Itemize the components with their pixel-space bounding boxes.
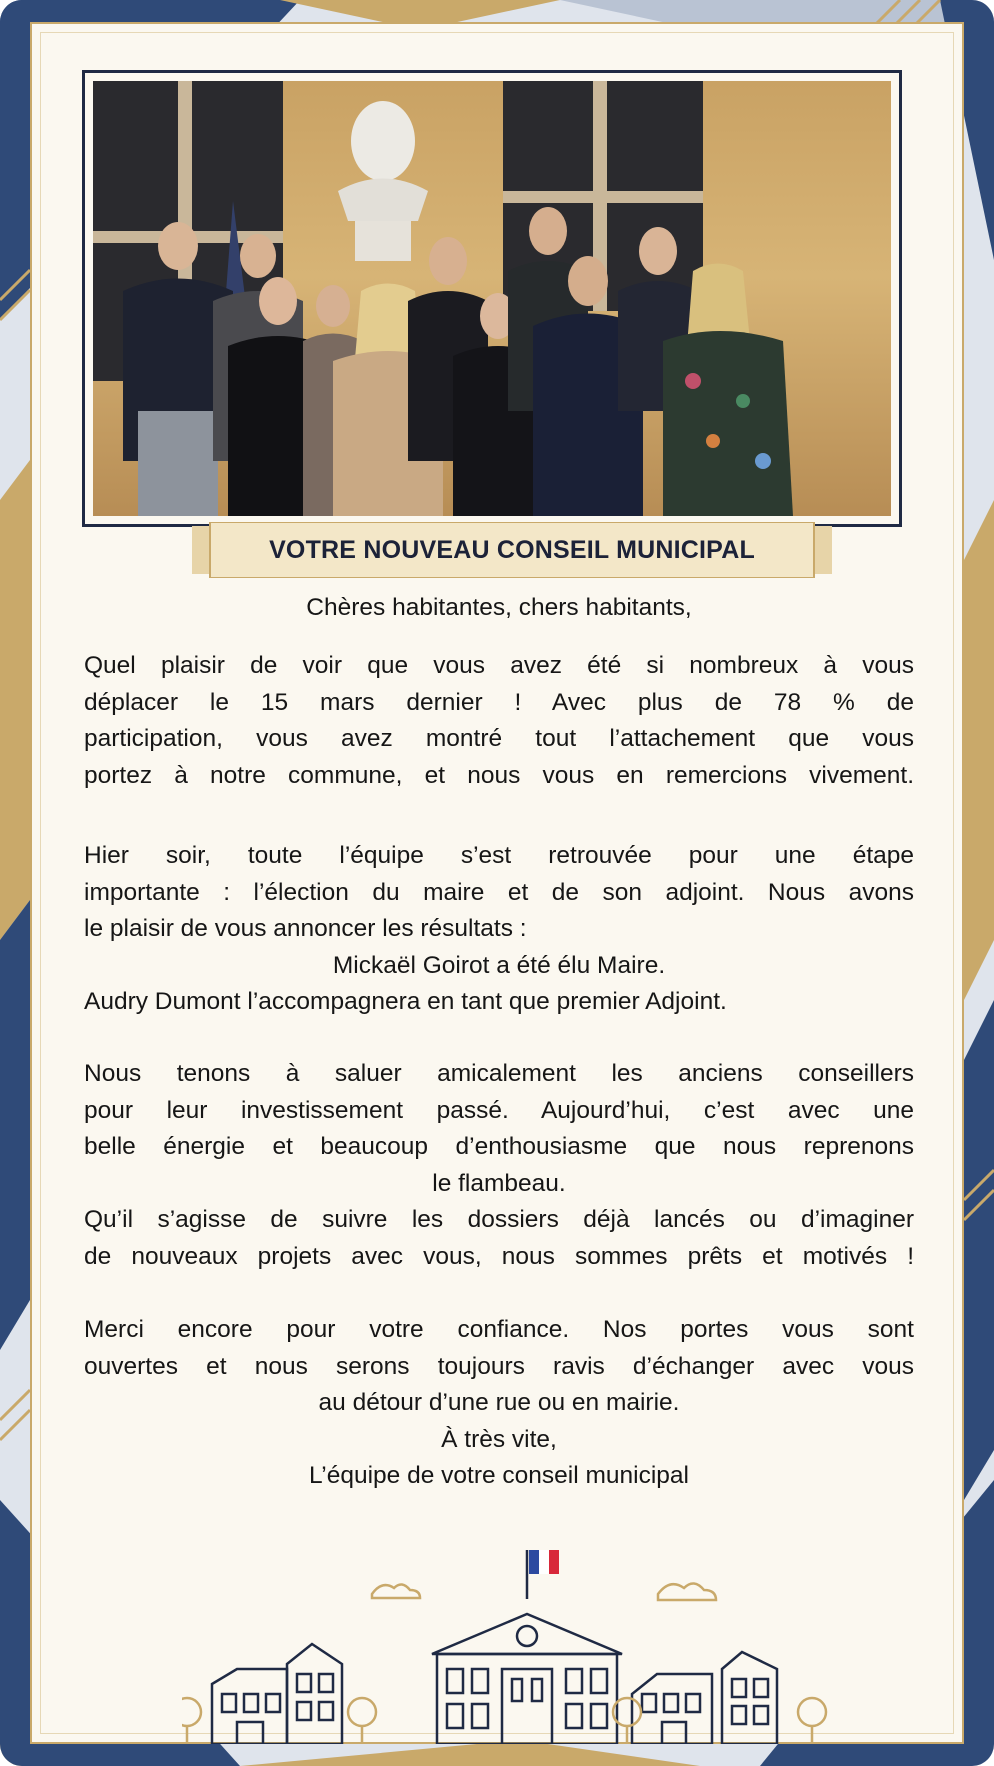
text-line: le plaisir de vous annoncer les résultats : bbox=[84, 915, 527, 942]
signature: L’équipe de votre conseil municipal bbox=[309, 1462, 689, 1489]
letter-greeting: Chères habitantes, chers habitants, bbox=[306, 594, 692, 621]
photo-frame bbox=[82, 70, 902, 527]
banner-title: VOTRE NOUVEAU CONSEIL MUNICIPAL bbox=[269, 535, 755, 564]
text-line: Quel plaisir de voir que vous avez été si nombreux à vous bbox=[84, 652, 914, 679]
paragraph-participation bbox=[84, 648, 914, 794]
text-line: pour leur investissement passé. Aujourd’hui, c’est avec une bbox=[84, 1096, 914, 1124]
paragraph-election bbox=[84, 838, 914, 1021]
town-hall-illustration bbox=[182, 1544, 872, 1749]
closing-line: À très vite, bbox=[441, 1425, 557, 1453]
text-line: au détour d’une rue ou en mairie. bbox=[318, 1389, 680, 1416]
text-line: de nouveaux projets avec vous, nous sommes prêts et motivés ! bbox=[84, 1242, 914, 1270]
text-line: Merci encore pour votre confiance. Nos portes vous sont bbox=[84, 1316, 914, 1343]
text-line: portez à notre commune, et nous vous en remercions vivement. bbox=[84, 761, 914, 789]
letter-card bbox=[30, 22, 964, 1744]
text-line: déplacer le 15 mars dernier ! Avec plus de 78 % de bbox=[84, 688, 914, 716]
text-line: Hier soir, toute l’équipe s’est retrouvée pour une étape bbox=[84, 842, 914, 869]
title-banner bbox=[192, 522, 832, 578]
result-deputy: Audry Dumont l’accompagnera en tant que premier Adjoint. bbox=[84, 988, 727, 1015]
text-line: ouvertes et nous serons toujours ravis d’échanger avec vous bbox=[84, 1352, 914, 1380]
text-line: participation, vous avez montré tout l’attachement que vous bbox=[84, 725, 914, 752]
text-line: importante : l’élection du maire et de son adjoint. Nous avons bbox=[84, 878, 914, 906]
text-line: belle énergie et beaucoup d’enthousiasme que nous reprenons bbox=[84, 1133, 914, 1160]
paragraph-thanks-former bbox=[84, 1056, 914, 1275]
french-flag-icon bbox=[527, 1550, 559, 1599]
result-mayor: Mickaël Goirot a été élu Maire. bbox=[332, 951, 666, 979]
council-group-photo bbox=[93, 81, 891, 516]
text-line: le flambeau. bbox=[432, 1169, 566, 1197]
text-line: Qu’il s’agisse de suivre les dossiers déjà lancés ou d’imaginer bbox=[84, 1206, 914, 1233]
text-line: Nous tenons à saluer amicalement les anciens conseillers bbox=[84, 1060, 914, 1087]
paragraph-closing bbox=[84, 1312, 914, 1495]
